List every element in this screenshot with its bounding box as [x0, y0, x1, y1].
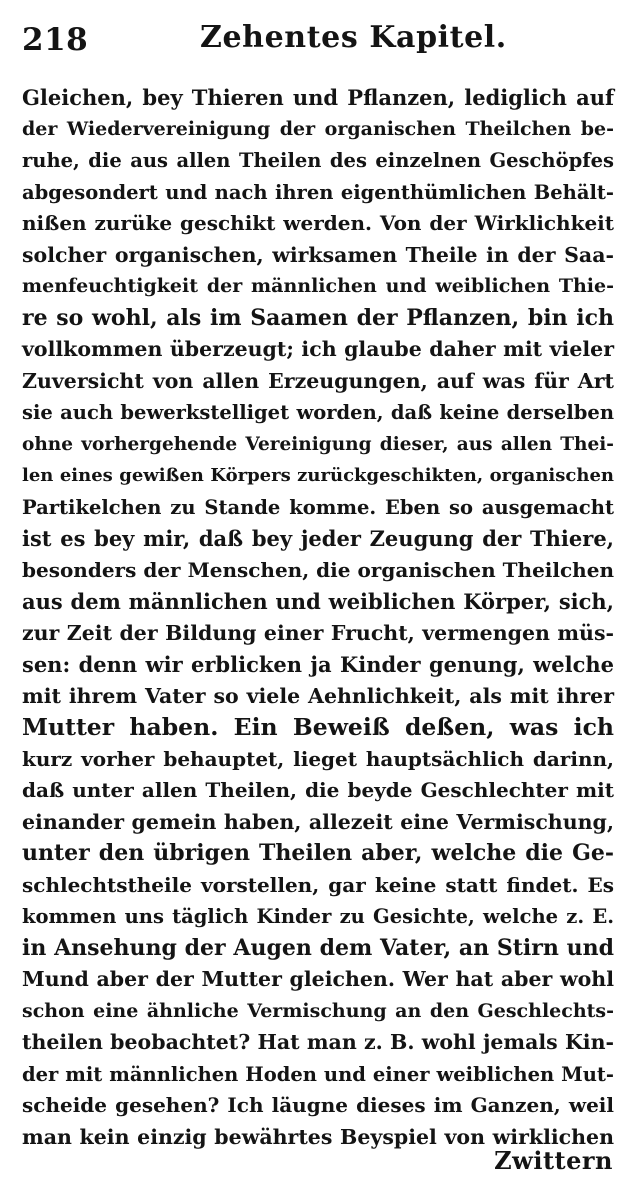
text-line: menfeuchtigkeit der männlichen und weiblichen Thie- — [22, 275, 614, 297]
text-line: unter den übrigen Theilen aber, welche die Ge- — [22, 840, 614, 866]
text-line: solcher organischen, wirksamen Theile in der Saa- — [22, 242, 614, 267]
text-line: nißen zurüke geschikt werden. Von der Wirklichkeit — [22, 211, 614, 235]
catchword: Zwittern — [494, 1146, 613, 1175]
text-line: ruhe, die aus allen Theilen des einzelnen Geschöpfes — [22, 149, 614, 172]
text-line: zur Zeit der Bildung einer Frucht, vermengen müs- — [22, 620, 614, 645]
text-line: ist es bey mir, daß bey jeder Zeugung der Thiere, — [22, 526, 614, 551]
page-number: 218 — [22, 22, 89, 58]
text-line: Partikelchen zu Stande komme. Eben so ausgemacht — [22, 495, 614, 519]
text-line: len eines gewißen Körpers zurückgeschikten, organischen — [22, 465, 614, 486]
text-line: sie auch bewerkstelliget worden, daß keine derselben — [22, 401, 614, 424]
text-line: scheide gesehen? Ich läugne dieses im Ganzen, weil — [22, 1093, 614, 1117]
text-line: besonders der Menschen, die organischen Theilchen — [22, 557, 614, 582]
running-head: Zehentes Kapitel. — [200, 20, 507, 55]
text-line: ohne vorhergehende Vereinigung dieser, aus allen Thei- — [22, 433, 614, 455]
text-line: der Wiedervereinigung der organischen Theilchen be- — [22, 117, 614, 140]
text-line: schon eine ähnliche Vermischung an den Geschlechts- — [22, 999, 614, 1022]
text-line: daß unter allen Theilen, die beyde Geschlechter mit — [22, 778, 614, 802]
text-line: einander gemein haben, allezeit eine Vermischung, — [22, 809, 614, 834]
text-line: man kein einzig bewährtes Beyspiel von wirklichen — [22, 1124, 614, 1149]
text-line: der mit männlichen Hoden und einer weiblichen Mut- — [22, 1062, 614, 1086]
text-line: kurz vorher behauptet, lieget hauptsächlich darinn, — [22, 746, 614, 771]
text-line: Mutter haben. Ein Beweiß deßen, was ich — [22, 713, 614, 741]
text-line: abgesondert und nach ihren eigenthümlichen Behält- — [22, 180, 614, 204]
text-line: vollkommen überzeugt; ich glaube daher mit vieler — [22, 337, 614, 361]
text-line: mit ihrem Vater so viele Aehnlichkeit, als mit ihrer — [22, 683, 614, 708]
text-line: Gleichen, bey Thieren und Pflanzen, lediglich auf — [22, 85, 614, 110]
text-line: in Ansehung der Augen dem Vater, an Stirn und — [22, 934, 614, 961]
text-line: re so wohl, als im Saamen der Pflanzen, bin ich — [22, 304, 614, 331]
text-line: theilen beobachtet? Hat man z. B. wohl jemals Kin- — [22, 1030, 614, 1054]
body-text — [22, 82, 614, 1153]
text-line: kommen uns täglich Kinder zu Gesichte, welche z. E. — [22, 905, 614, 928]
text-line: schlechtstheile vorstellen, gar keine statt findet. Es — [22, 872, 614, 897]
page-header — [22, 18, 612, 62]
text-line: aus dem männlichen und weiblichen Körper, sich, — [22, 589, 614, 614]
text-line: Zuversicht von allen Erzeugungen, auf was für Art — [22, 368, 614, 393]
text-line: Mund aber der Mutter gleichen. Wer hat aber wohl — [22, 967, 614, 991]
text-line: sen: denn wir erblicken ja Kinder genung, welche — [22, 652, 614, 677]
